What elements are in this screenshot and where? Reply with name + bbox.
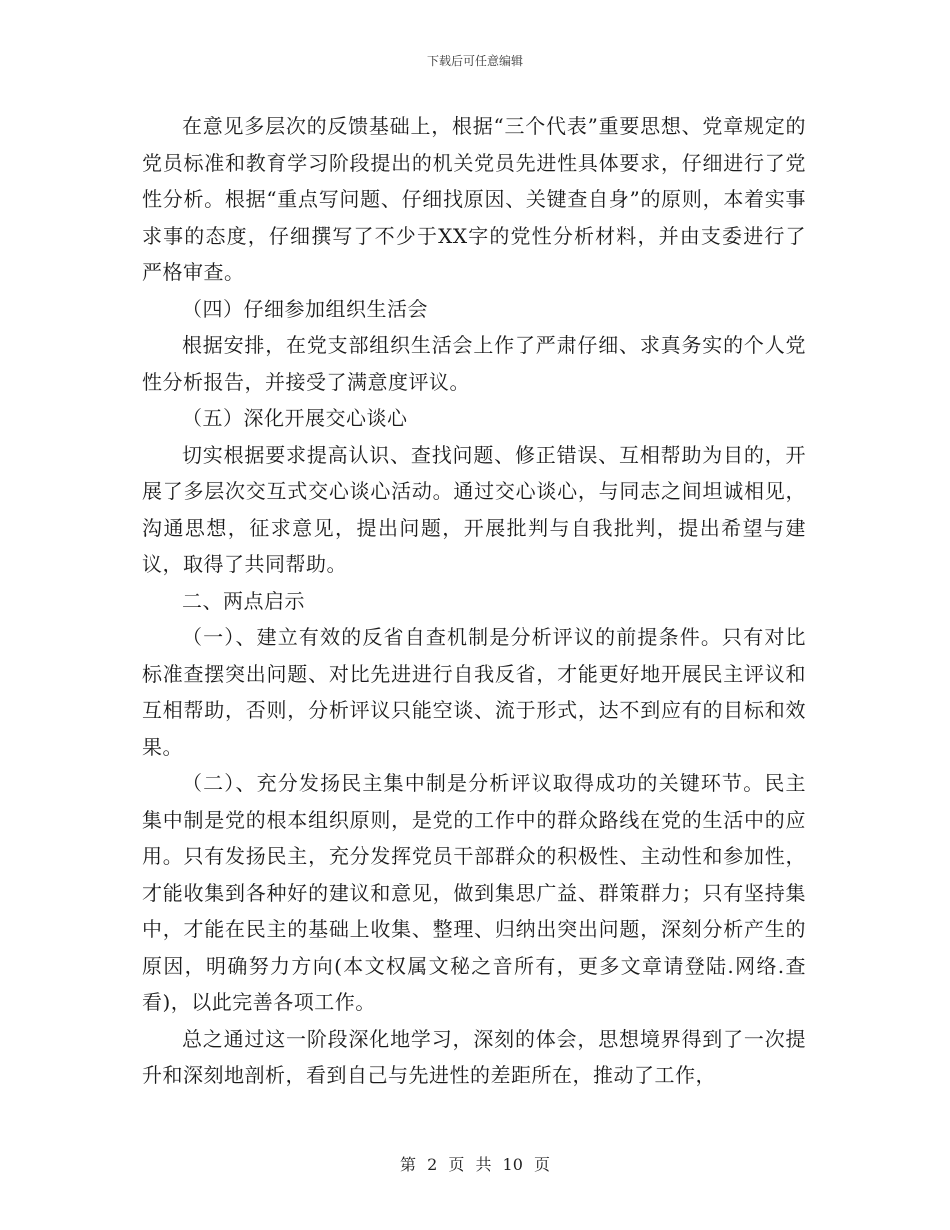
document-body bbox=[142, 108, 806, 1094]
paragraph-life-meeting: 根据安排，在党支部组织生活会上作了严肃仔细、求真务实的个人党性分析报告，并接受了满意度评议。 bbox=[142, 333, 806, 394]
section-heading-4: （四）仔细参加组织生活会 bbox=[182, 296, 428, 321]
paragraph-insight-2: （二）、充分发扬民主集中制是分析评议取得成功的关键环节。民主集中制是党的根本组织原则，是党的工作中的群众路线在党的生活中的应用。只有发扬民主，充分发挥党员干部群众的积极性、主动性和参加性，才能收集到各种好的建议和意见，做到集思广益、群策群力；只有坚持集中，才能在民主的基础上收集、整理、归纳出突出问题，深刻分析产生的原因，明确努力方向(本文权属文秘之音所有，更多文章请登陆.网络.查看)，以此完善各项工作。 bbox=[142, 771, 806, 1014]
paragraph-heart-to-heart: 切实根据要求提高认识、查找问题、修正错误、互相帮助为目的，开展了多层次交互式交心谈心活动。通过交心谈心，与同志之间坦诚相见，沟通思想，征求意见，提出问题，开展批判与自我批判，提出希望与建议，取得了共同帮助。 bbox=[142, 442, 806, 576]
paragraph-summary: 总之通过这一阶段深化地学习，深刻的体会，思想境界得到了一次提升和深刻地剖析，看到自己与先进性的差距所在，推动了工作， bbox=[142, 1026, 806, 1087]
page-number: 第 2 页 共 10 页 bbox=[400, 1155, 550, 1174]
paragraph-party-analysis: 在意见多层次的反馈基础上，根据“三个代表”重要思想、党章规定的党员标准和教育学习阶段提出的机关党员先进性具体要求，仔细进行了党性分析。根据“重点写问题、仔细找原因、关键查自身”的原则，本着实事求事的态度，仔细撰写了不少于XX字的党性分析材料，并由支委进行了严格审查。 bbox=[142, 114, 806, 284]
section-heading-5: （五）深化开展交心谈心 bbox=[182, 406, 408, 430]
section-heading-two-insights: 二、两点启示 bbox=[182, 588, 305, 613]
paragraph-insight-1: （一）、建立有效的反省自查机制是分析评议的前提条件。只有对比标准查摆突出问题、对比先进进行自我反省，才能更好地开展民主评议和互相帮助，否则，分析评议只能空谈、流于形式，达不到应有的目标和效果。 bbox=[142, 625, 806, 759]
page-header-note: 下载后可任意编辑 bbox=[426, 54, 523, 68]
